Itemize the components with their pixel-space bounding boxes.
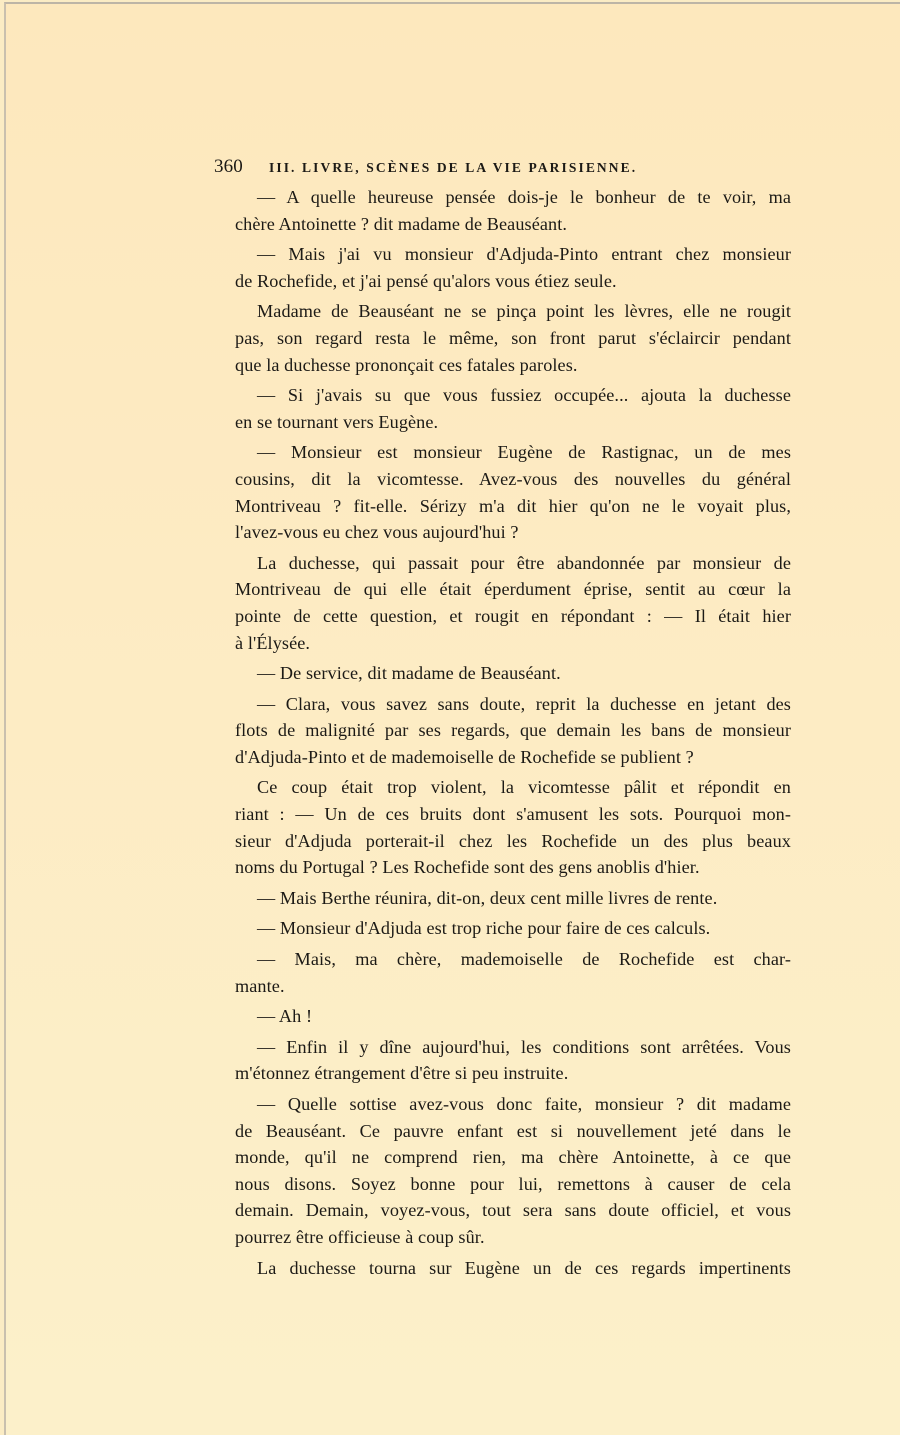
paragraph (235, 774, 791, 880)
text-line: — Enfin il y dîne aujourd'hui, les conditions sont arrêtées. Vous (257, 1036, 791, 1057)
text-line: pourrez être officieuse à coup sûr. (235, 1226, 485, 1247)
paragraph (235, 1034, 791, 1087)
text-line: — Ah ! (257, 1006, 313, 1027)
text-line: — Clara, vous savez sans doute, reprit la duchesse en jetant des (257, 693, 791, 714)
page-number: 360 (214, 156, 243, 177)
body-text (235, 184, 791, 1281)
text-line: — Si j'avais su que vous fussiez occupée... ajouta la duchesse (257, 385, 791, 406)
paragraph (235, 298, 791, 378)
text-line: de Beauséant. Ce pauvre enfant est si nouvellement jeté dans le (235, 1120, 791, 1141)
paragraph (235, 691, 791, 771)
text-line: que la duchesse prononçait ces fatales paroles. (235, 354, 578, 375)
text-line: en se tournant vers Eugène. (235, 411, 439, 432)
text-line: Montriveau ? fit-elle. Sérizy m'a dit hier qu'on ne le voyait plus, (235, 495, 791, 516)
text-line: à l'Élysée. (235, 632, 311, 653)
paragraph (235, 382, 791, 435)
text-line: — Mais j'ai vu monsieur d'Adjuda-Pinto entrant chez monsieur (257, 244, 791, 265)
text-line: pointe de cette question, et rougit en répondant : — Il était hier (235, 605, 791, 626)
text-line: monde, qu'il ne comprend rien, ma chère Antoinette, à ce que (235, 1147, 791, 1168)
text-line: mante. (235, 975, 285, 996)
text-line: m'étonnez étrangement d'être si peu instruite. (235, 1063, 569, 1084)
paragraph (235, 184, 791, 237)
text-line: — Mais, ma chère, mademoiselle de Rochefide est char- (257, 949, 791, 970)
text-line: d'Adjuda-Pinto et de mademoiselle de Rochefide se publient ? (235, 746, 694, 767)
text-line: pas, son regard resta le même, son front parut s'éclaircir pendant (235, 327, 791, 348)
text-line: sieur d'Adjuda porterait-il chez les Rochefide un des plus beaux (235, 830, 791, 851)
text-line: riant : — Un de ces bruits dont s'amusent les sots. Pourquoi mon- (235, 804, 791, 825)
text-line: Ce coup était trop violent, la vicomtesse pâlit et répondit en (257, 777, 791, 798)
paragraph (235, 439, 791, 545)
text-line: demain. Demain, voyez-vous, tout sera sans doute officiel, et vous (235, 1200, 791, 1221)
text-line: nous disons. Soyez bonne pour lui, remettons à causer de cela (235, 1173, 791, 1194)
paragraph (235, 1091, 791, 1251)
paragraph (235, 946, 791, 999)
text-line: — Monsieur est monsieur Eugène de Rastignac, un de mes (257, 442, 791, 463)
text-line: noms du Portugal ? Les Rochefide sont des gens anoblis d'hier. (235, 857, 700, 878)
text-line: l'avez-vous eu chez vous aujourd'hui ? (235, 522, 519, 543)
paragraph (235, 1255, 791, 1282)
text-line: La duchesse, qui passait pour être abandonnée par monsieur de (257, 552, 791, 573)
text-line: — Mais Berthe réunira, dit-on, deux cent mille livres de rente. (257, 887, 718, 908)
paragraph (235, 660, 791, 687)
text-line: Madame de Beauséant ne se pinça point les lèvres, elle ne rougit (257, 301, 791, 322)
text-block (214, 154, 791, 1285)
text-line: cousins, dit la vicomtesse. Avez-vous des nouvelles du général (235, 468, 791, 489)
paragraph (235, 885, 791, 912)
paragraph (235, 915, 791, 942)
text-line: La duchesse tourna sur Eugène un de ces regards impertinents (257, 1257, 791, 1278)
book-page (4, 2, 900, 1435)
running-head: III. LIVRE, SCÈNES DE LA VIE PARISIENNE. (269, 160, 638, 175)
paragraph (235, 1003, 791, 1030)
text-line: flots de malignité par ses regards, que demain les bans de monsieur (235, 720, 791, 741)
text-line: chère Antoinette ? dit madame de Beauséant. (235, 213, 568, 234)
text-line: — A quelle heureuse pensée dois-je le bonheur de te voir, ma (257, 187, 791, 207)
text-line: — De service, dit madame de Beauséant. (257, 663, 561, 684)
text-line: de Rochefide, et j'ai pensé qu'alors vous étiez seule. (235, 270, 617, 291)
text-line: Montriveau de qui elle était éperdument éprise, sentit au cœur la (235, 579, 791, 600)
page-header (214, 154, 791, 184)
paragraph (235, 550, 791, 656)
paragraph (235, 241, 791, 294)
text-line: — Monsieur d'Adjuda est trop riche pour faire de ces calculs. (257, 918, 711, 939)
text-line: — Quelle sottise avez-vous donc faite, monsieur ? dit madame (257, 1094, 791, 1114)
